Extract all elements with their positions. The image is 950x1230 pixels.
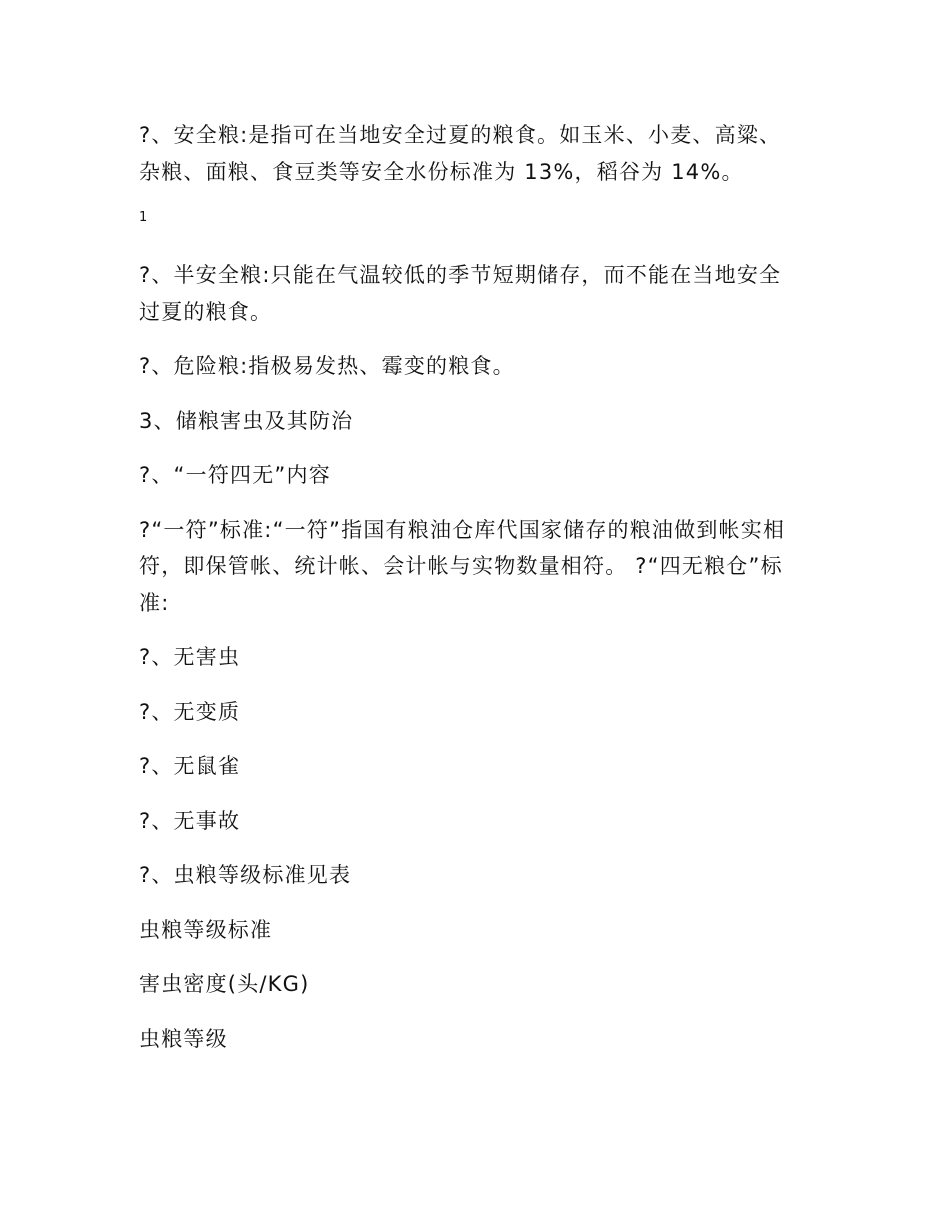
paragraph-semi-safe-grain: ?、半安全粮:只能在气温较低的季节短期储存，而不能在当地安全过夏的粮食。	[139, 263, 782, 324]
page-number: 1	[139, 210, 148, 225]
paragraph-one-match-four-none: ?、“一符四无”内容	[139, 463, 331, 487]
table-title: 虫粮等级标准	[139, 917, 273, 942]
table-header-grade: 虫粮等级	[139, 1026, 228, 1051]
document-body	[139, 117, 801, 1075]
table-header-pest-density: 害虫密度(头/KG)	[139, 972, 310, 996]
paragraph-one-match-standard: ?“一符”标准:“一符”指国有粮油仓库代国家储存的粮油做到帐实相符，即保管帐、统计帐、会计帐与实物数量相符。 ?“四无粮仓”标准:	[139, 517, 786, 615]
list-item-no-deterioration: ?、无变质	[139, 699, 241, 724]
paragraph-grade-standard-ref: ?、虫粮等级标准见表	[139, 863, 352, 887]
list-item-no-rodents-birds: ?、无鼠雀	[139, 754, 241, 778]
paragraph-safe-grain: ?、安全粮:是指可在当地安全过夏的粮食。如玉米、小麦、高粱、杂粮、面粮、食豆类等安全水份标准为 13%，稻谷为 14%。	[139, 123, 782, 184]
list-item-no-accidents: ?、无事故	[139, 808, 241, 833]
section-heading-pests: 3、储粮害虫及其防治	[139, 408, 354, 433]
paragraph-dangerous-grain: ?、危险粮:指极易发热、霉变的粮食。	[139, 354, 515, 378]
list-item-no-pests: ?、无害虫	[139, 645, 241, 669]
